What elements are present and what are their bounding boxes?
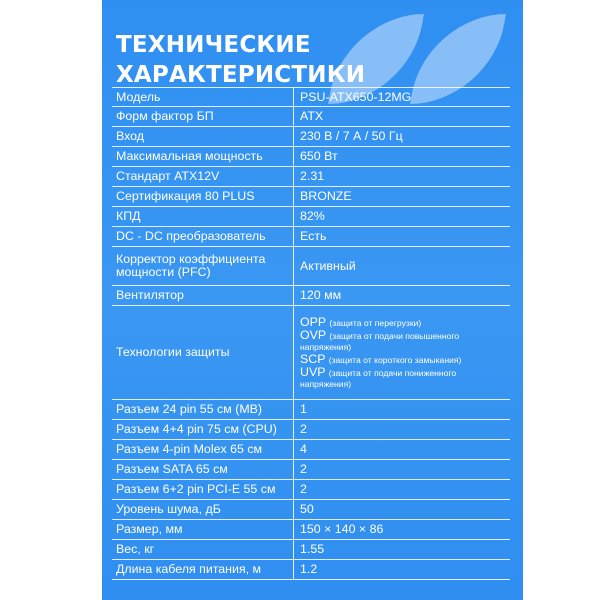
spec-label: Стандарт ATX12V: [112, 167, 294, 186]
protection-desc: (защита от подачи пониженного напряжения): [300, 367, 457, 389]
spec-row-noise: [112, 500, 510, 520]
spec-label: DC - DC преобразователь: [112, 227, 294, 246]
protection-desc: (защита от подачи повышенного напряжения): [300, 330, 460, 352]
protection-item: [300, 351, 462, 366]
spec-value: 82%: [300, 209, 325, 223]
spec-table: [112, 87, 510, 580]
title-line-1: ТЕХНИЧЕСКИЕ: [116, 32, 311, 58]
spec-value: 230 В / 7 А / 50 Гц: [300, 129, 403, 143]
spec-value: 1.2: [300, 562, 318, 576]
protection-code: OPP: [300, 314, 326, 329]
spec-row-atx-standard: [112, 167, 510, 187]
spec-value: PSU-ATX650-12MG: [300, 89, 412, 104]
protection-item: [300, 314, 422, 329]
spec-label: Максимальная мощность: [112, 147, 294, 166]
spec-row-molex: [112, 440, 510, 460]
spec-row-weight: [112, 540, 510, 560]
spec-row-size: [112, 520, 510, 540]
protection-code: UVP: [300, 364, 326, 379]
spec-value: 50: [300, 502, 314, 516]
spec-value: 120 мм: [300, 288, 342, 302]
spec-row-efficiency: [112, 207, 510, 227]
spec-label: Технологии защиты: [112, 306, 294, 399]
spec-row-sata: [112, 460, 510, 480]
spec-row-max-power: [112, 147, 510, 167]
spec-row-fan: [112, 286, 510, 306]
spec-sheet: [102, 0, 523, 600]
protection-item: [300, 364, 504, 389]
spec-label: Разъем 6+2 pin PCI-E 55 см: [112, 480, 294, 499]
spec-row-24pin: [112, 400, 510, 420]
spec-value: 2.31: [300, 169, 325, 183]
spec-value: 2: [300, 462, 307, 476]
spec-label: Модель: [112, 88, 294, 106]
spec-row-input: [112, 127, 510, 147]
spec-row-form-factor: [112, 107, 510, 127]
spec-value: 650 Вт: [300, 149, 338, 163]
spec-label: КПД: [112, 207, 294, 226]
spec-value: 1: [300, 402, 307, 416]
spec-row-model: [112, 87, 510, 107]
spec-label: Вход: [112, 127, 294, 146]
spec-label: Размер, мм: [112, 520, 294, 539]
spec-label: Сертификация 80 PLUS: [112, 187, 294, 206]
spec-label: Вентилятор: [112, 286, 294, 305]
spec-label: Уровень шума, дБ: [112, 500, 294, 519]
spec-label: Разъем 24 pin 55 см (MB): [112, 400, 294, 419]
spec-value: 150 × 140 × 86: [300, 522, 384, 536]
protection-list: [294, 306, 510, 399]
protection-desc: (защита от перегрузки): [329, 317, 422, 328]
spec-value: 1.55: [300, 542, 325, 556]
spec-row-80plus: [112, 187, 510, 207]
spec-value: ATX: [300, 109, 324, 123]
spec-row-pfc: [112, 247, 510, 286]
title-line-2: ХАРАКТЕРИСТИКИ: [116, 62, 366, 88]
spec-label: Вес, кг: [112, 540, 294, 559]
protection-item: [300, 327, 504, 352]
spec-row-cpu: [112, 420, 510, 440]
spec-row-dc-dc: [112, 227, 510, 247]
spec-value: 2: [300, 422, 307, 436]
spec-row-pcie: [112, 480, 510, 500]
spec-value: BRONZE: [300, 189, 352, 203]
spec-row-cable-length: [112, 560, 510, 580]
spec-label: Корректор коэффициента мощности (PFC): [112, 247, 294, 285]
spec-label: Форм фактор БП: [112, 107, 294, 126]
spec-value: Активный: [300, 258, 356, 273]
spec-label: Разъем SATA 65 см: [112, 460, 294, 479]
spec-value: 2: [300, 482, 307, 496]
spec-label: Разъем 4+4 pin 75 см (CPU): [112, 420, 294, 439]
spec-value: 4: [300, 442, 307, 456]
protection-code: SCP: [300, 351, 326, 366]
spec-label: Длина кабеля питания, м: [112, 560, 294, 579]
protection-code: OVP: [300, 327, 326, 342]
page-title: [116, 30, 365, 90]
spec-row-protection: [112, 306, 510, 400]
protection-desc: (защита от короткого замыкания): [328, 354, 462, 365]
spec-value: Есть: [300, 229, 327, 243]
spec-label: Разъем 4-pin Molex 65 см: [112, 440, 294, 459]
